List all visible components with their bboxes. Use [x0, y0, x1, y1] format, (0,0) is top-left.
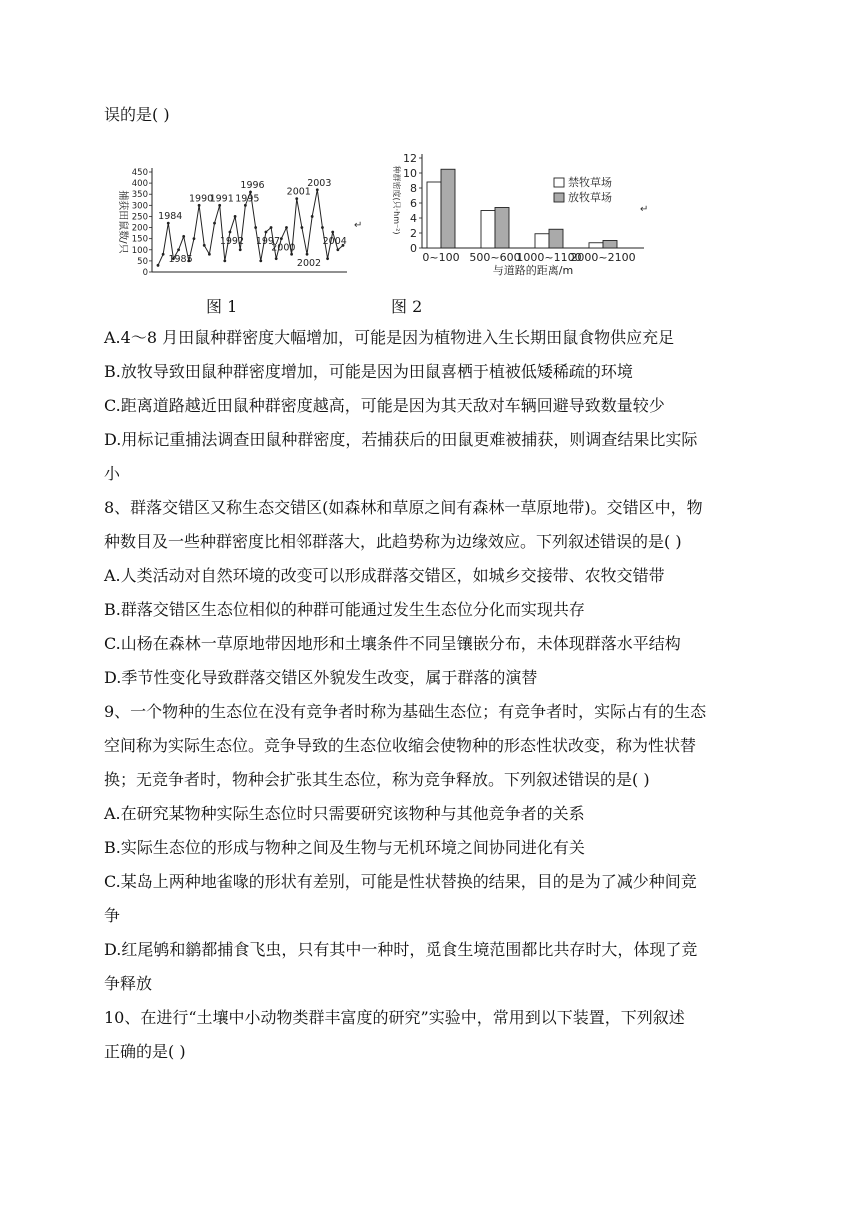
legend-swatch [554, 193, 564, 202]
bar-no-grazing [427, 182, 441, 248]
bar-grazing [603, 241, 617, 249]
data-point [229, 231, 232, 234]
return-mark: ↵ [354, 220, 362, 231]
question-9-line-2: 空间称为实际生态位。竞争导致的生态位收缩会使物种的形态性状改变，称为性状替 [104, 736, 697, 755]
data-point [285, 226, 288, 229]
figure-1-caption: 图 1 [206, 297, 238, 316]
x-tick-label: 2000~2100 [570, 251, 636, 264]
q8-option-b: B.群落交错区生态位相似的种群可能通过发生生态位分化而实现共存 [104, 600, 585, 619]
y-tick-label: 400 [131, 179, 148, 190]
year-label: 1997 [255, 236, 281, 247]
y-tick-label: 0 [410, 242, 417, 255]
q9-option-d: D.红尾鸲和鹟都捕食飞虫，只有其中一种时，觅食生境范围都比共存时大，体现了竞 [104, 940, 698, 959]
q9-option-c-cont: 争 [104, 906, 121, 925]
option-a: A.4～8 月田鼠种群密度大幅增加，可能是因为植物进入生长期田鼠食物供应充足 [104, 328, 675, 347]
data-point [244, 204, 247, 207]
option-d-cont: 小 [104, 464, 121, 483]
y-tick-label: 450 [131, 168, 148, 178]
q9-option-a: A.在研究某物种实际生态位时只需要研究该物种与其他竞争者的关系 [104, 804, 585, 823]
year-label: 2003 [307, 177, 332, 189]
year-label: 1995 [235, 193, 260, 205]
question-10-line-2: 正确的是( ) [104, 1042, 186, 1061]
year-label: 1985 [168, 253, 193, 265]
data-point [162, 253, 165, 256]
legend-swatch [554, 178, 564, 187]
data-point [275, 257, 278, 260]
legend-label: 禁牧草场 [568, 176, 612, 189]
data-point [203, 244, 206, 247]
y-axis-label: 种群密度(只·hm⁻²) [392, 165, 401, 235]
q9-option-c: C.某岛上两种地雀喙的形状有差别，可能是性状替换的结果，目的是为了减少种间竞 [104, 872, 697, 891]
data-point [234, 215, 237, 218]
y-tick-label: 0 [142, 268, 148, 278]
bar-grazing [549, 229, 563, 248]
question-9-line-1: 9、一个物种的生态位在没有竞争者时称为基础生态位；有竞争者时，实际占有的生态 [104, 702, 707, 721]
q8-option-c: C.山杨在森林一草原地带因地形和土壤条件不同呈镶嵌分布，未体现群落水平结构 [104, 634, 681, 653]
data-point [218, 204, 221, 207]
data-point [182, 235, 185, 238]
x-tick-label: 1000~1100 [516, 251, 582, 264]
year-label: 2001 [286, 186, 311, 198]
y-tick-label: 200 [131, 223, 148, 234]
year-label: 2000 [271, 242, 296, 254]
data-point [157, 264, 160, 267]
data-point [259, 259, 262, 262]
data-point [316, 188, 319, 191]
question-8-line-1: 8、群落交错区又称生态交错区(如森林和草原之间有森林一草原地带)。交错区中，物 [104, 498, 703, 517]
year-label: 1991 [209, 193, 234, 205]
bar-grazing [495, 208, 509, 249]
q9-option-d-cont: 争释放 [104, 974, 153, 993]
data-point [326, 257, 329, 260]
year-label: 2004 [322, 236, 347, 247]
year-label: 1984 [158, 211, 183, 223]
bar-grazing [441, 169, 455, 248]
year-label: 1990 [189, 193, 214, 205]
data-point [295, 197, 298, 200]
data-point [331, 231, 334, 234]
q9-option-b: B.实际生态位的形成与物种之间及生物与无机环境之间协同进化有关 [104, 838, 585, 857]
y-tick-label: 300 [131, 201, 148, 212]
question-8-line-2: 种数目及一些种群密度比相邻群落大，此趋势称为边缘效应。下列叙述错误的是( ) [104, 532, 682, 551]
x-tick-label: 0~100 [422, 251, 460, 264]
year-label: 1992 [219, 236, 245, 247]
data-point [270, 226, 273, 229]
legend-label: 放牧草场 [568, 191, 612, 204]
y-tick-label: 250 [131, 212, 148, 223]
x-axis-label: 与道路的距离/m [492, 264, 574, 277]
y-axis-label: 捕获田鼠数/只 [117, 190, 128, 254]
bar-no-grazing [535, 234, 549, 248]
y-tick-label: 50 [137, 256, 148, 267]
data-point [208, 253, 211, 256]
figure-2-caption: 图 2 [391, 297, 423, 316]
figure-1-chart [112, 160, 362, 280]
data-point [223, 259, 226, 262]
bar-no-grazing [589, 243, 603, 248]
data-point [167, 222, 170, 225]
question-10-line-1: 10、在进行“土壤中小动物类群丰富度的研究”实验中，常用到以下装置，下列叙述 [104, 1008, 685, 1027]
data-point [213, 222, 216, 225]
y-tick-label: 6 [410, 197, 417, 210]
y-tick-label: 350 [131, 190, 148, 201]
q8-option-d: D.季节性变化导致群落交错区外貌发生改变，属于群落的演替 [104, 668, 538, 687]
y-tick-label: 4 [410, 212, 417, 225]
data-point [336, 248, 339, 251]
y-tick-label: 8 [410, 182, 417, 195]
data-point [177, 248, 180, 251]
x-tick-label: 500~600 [469, 251, 521, 264]
option-d: D.用标记重捕法调查田鼠种群密度，若捕获后的田鼠更难被捕获，则调查结果比实际 [104, 430, 698, 449]
bar-no-grazing [481, 211, 495, 249]
year-label: 2002 [296, 258, 322, 270]
data-point [321, 226, 324, 229]
data-point [198, 204, 201, 207]
return-mark: ↵ [640, 204, 649, 215]
y-tick-label: 12 [403, 152, 417, 165]
y-tick-label: 100 [131, 245, 148, 256]
option-c: C.距离道路越近田鼠种群密度越高，可能是因为其天敌对车辆回避导致数量较少 [104, 396, 665, 415]
data-point [254, 226, 257, 229]
data-point [193, 237, 196, 240]
q8-option-a: A.人类活动对自然环境的改变可以形成群落交错区，如城乡交接带、农牧交错带 [104, 566, 665, 585]
option-b: B.放牧导致田鼠种群密度增加，可能是因为田鼠喜栖于植被低矮稀疏的环境 [104, 362, 633, 381]
data-point [306, 253, 309, 256]
data-point [265, 231, 268, 234]
data-point [280, 237, 283, 240]
data-point [300, 226, 303, 229]
data-point [239, 248, 242, 251]
question-line: 误的是( ) [104, 105, 170, 124]
data-point [311, 215, 314, 218]
figure-2-chart [382, 148, 662, 278]
y-tick-label: 10 [403, 167, 417, 180]
year-label: 1996 [240, 180, 265, 191]
y-tick-label: 2 [410, 227, 417, 240]
y-tick-label: 150 [131, 234, 148, 245]
question-9-line-3: 换；无竞争者时，物种会扩张其生态位，称为竞争释放。下列叙述错误的是( ) [104, 770, 650, 789]
